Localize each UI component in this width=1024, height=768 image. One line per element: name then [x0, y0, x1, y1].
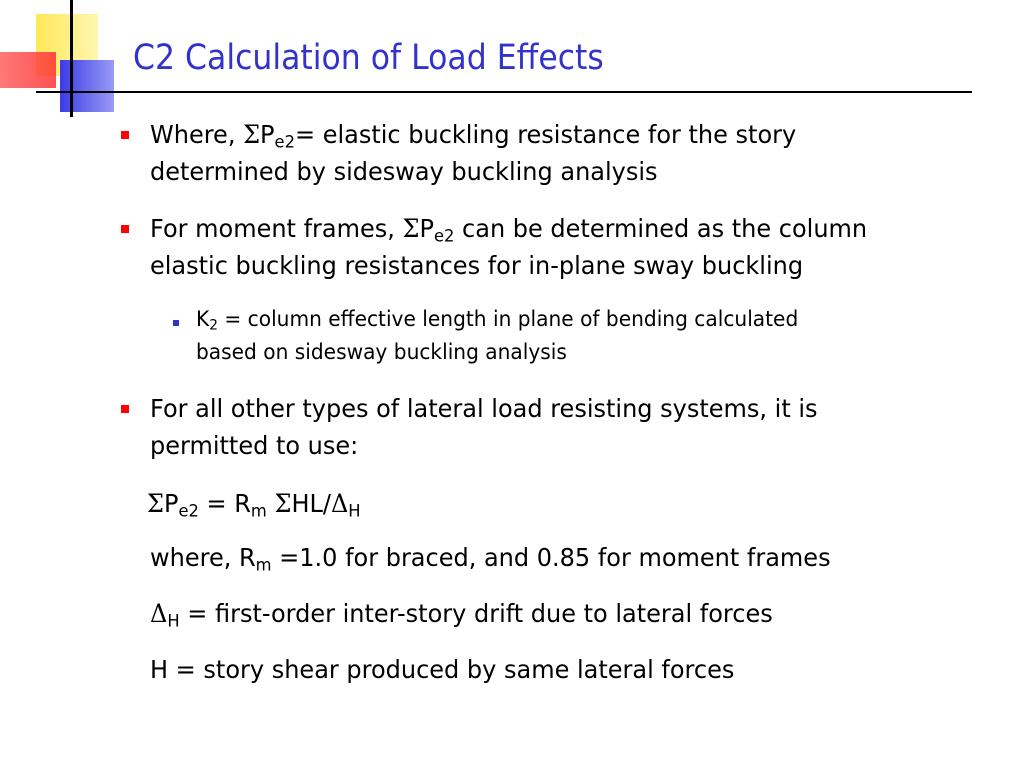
- bullet-2-line-1: For moment frames, $\Sigma P_{e2}$ can be determined as the column: [150, 214, 868, 247]
- decor-vertical-line: [70, 0, 73, 117]
- bullet-1-line-1: Where, $\Sigma P_{e2}=$ elastic buckling resistance for the story: [150, 120, 797, 153]
- slide-title: C2 Calculation of Load Effects: [133, 38, 604, 78]
- sub-bullet-line-1: $K_2$ = column effective length in plane of bending calculated: [196, 307, 799, 334]
- sub-bullet-line-2: based on sidesway buckling analysis: [196, 340, 567, 364]
- bullet-2-marker: [121, 225, 129, 233]
- h-definition-line: H = story shear produced by same lateral forces: [150, 655, 735, 684]
- decor-red-square: [0, 52, 56, 88]
- title-underline: [100, 91, 972, 93]
- bullet-2-line-2: elastic buckling resistances for in-plane sway buckling: [150, 251, 804, 280]
- bullet-3-line-1: For all other types of lateral load resisting systems, it is: [150, 394, 818, 423]
- bullet-3-line-2: permitted to use:: [150, 431, 359, 460]
- decor-blue-square: [60, 60, 114, 112]
- bullet-1-line-2: determined by sidesway buckling analysis: [150, 157, 658, 186]
- where-line: where, $R_m =1.0$ for braced, and 0.85 for moment frames: [150, 543, 831, 576]
- bullet-1-marker: [121, 131, 129, 139]
- sub-bullet-marker: [173, 320, 179, 326]
- delta-definition-line: $\Delta_H$ = first-order inter-story drift due to lateral forces: [150, 599, 773, 632]
- bullet-3-marker: [121, 405, 129, 413]
- formula-line: $\Sigma P_{e2} = R_m$ ΣHL/$\Delta_H$: [147, 489, 361, 522]
